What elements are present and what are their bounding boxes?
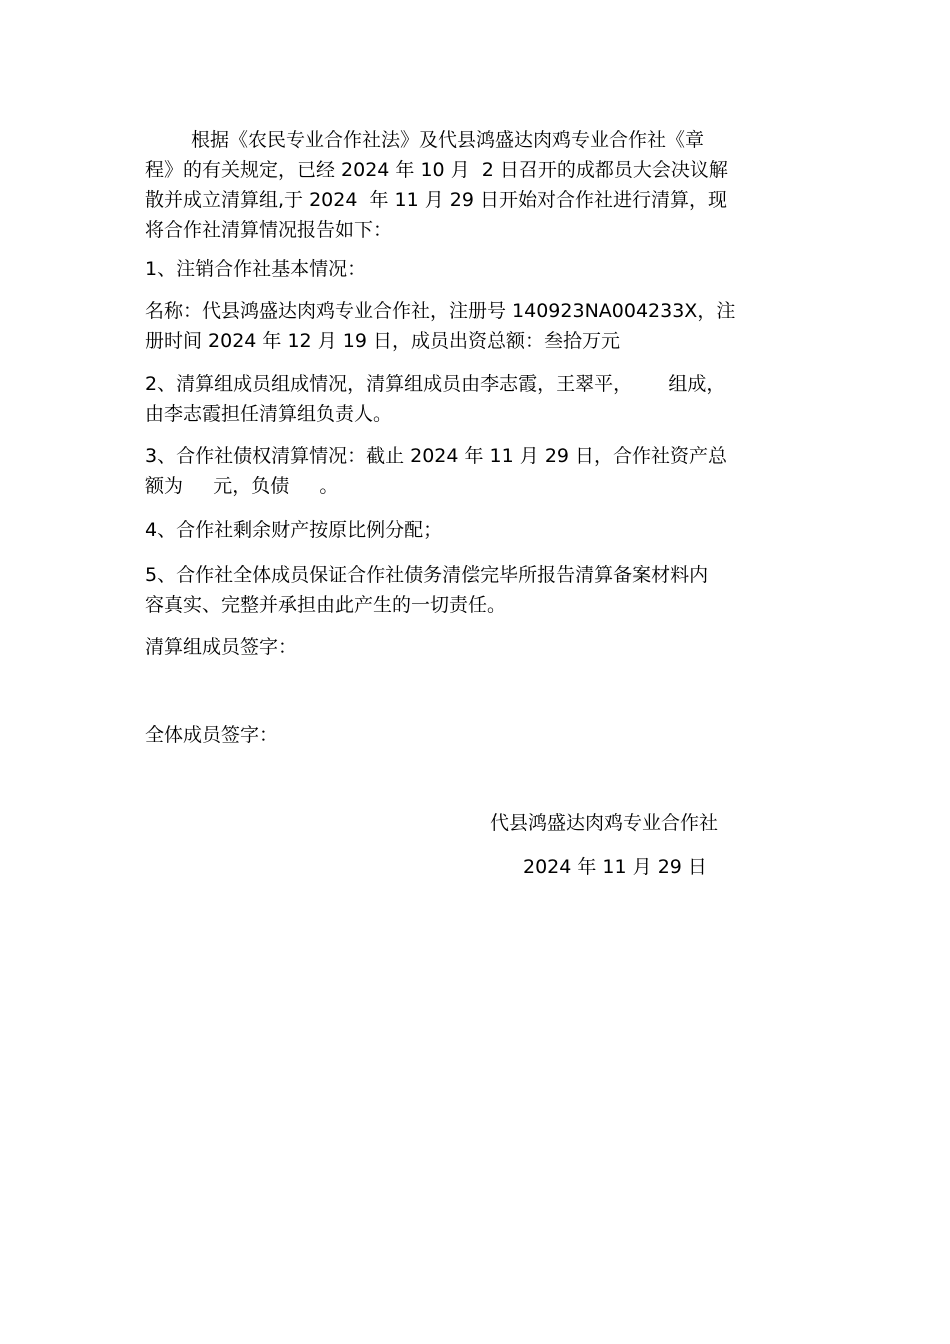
item-2-line-2: 由李志霞担任清算组负责人。	[145, 403, 393, 425]
intro-line-4: 将合作社清算情况报告如下：	[145, 219, 393, 241]
item-3-paragraph	[145, 441, 817, 501]
item-5-line-1: 5、合作社全体成员保证合作社债务清偿完毕所报告清算备案材料内	[145, 564, 709, 586]
item-4-paragraph	[145, 515, 817, 545]
item-1-heading	[145, 254, 817, 284]
item-3-line-1: 3、合作社债权清算情况：截止 2024 年 11 月 29 日，合作社资产总	[145, 445, 728, 467]
item-5-line-2: 容真实、完整并承担由此产生的一切责任。	[145, 594, 507, 616]
intro-line-3: 散并成立清算组,于 2024 年 11 月 29 日开始对合作社进行清算，现	[145, 189, 728, 211]
item-3-line-2: 额为 元，负债 。	[145, 475, 339, 497]
item-1-line-1: 名称：代县鸿盛达肉鸡专业合作社，注册号 140923NA004233X，注	[145, 300, 736, 322]
item-5-paragraph	[145, 560, 817, 620]
item-2-line-1: 2、清算组成员组成情况，清算组成员由李志霞，王翠平， 组成，	[145, 373, 726, 395]
footer-organization: 代县鸿盛达肉鸡专业合作社	[490, 812, 719, 834]
item-4-line-1: 4、合作社剩余财产按原比例分配；	[145, 519, 443, 541]
footer-date: 2024 年 11 月 29 日	[523, 856, 707, 878]
all-members-signature-label	[145, 720, 817, 750]
item-2-paragraph	[145, 369, 817, 429]
intro-paragraph	[145, 125, 817, 245]
intro-line-1: 根据《农民专业合作社法》及代县鸿盛达肉鸡专业合作社《章	[191, 129, 705, 151]
committee-signature-label	[145, 632, 817, 662]
item-1-details	[145, 296, 817, 356]
committee-signature-text: 清算组成员签字：	[145, 636, 298, 658]
intro-line-2: 程》的有关规定，已经 2024 年 10 月 2 日召开的成都员大会决议解	[145, 159, 728, 181]
all-members-signature-text: 全体成员签字：	[145, 724, 279, 746]
item-1-line-2: 册时间 2024 年 12 月 19 日，成员出资总额：叁拾万元	[145, 330, 620, 352]
item-1-heading-text: 1、注销合作社基本情况：	[145, 258, 367, 280]
